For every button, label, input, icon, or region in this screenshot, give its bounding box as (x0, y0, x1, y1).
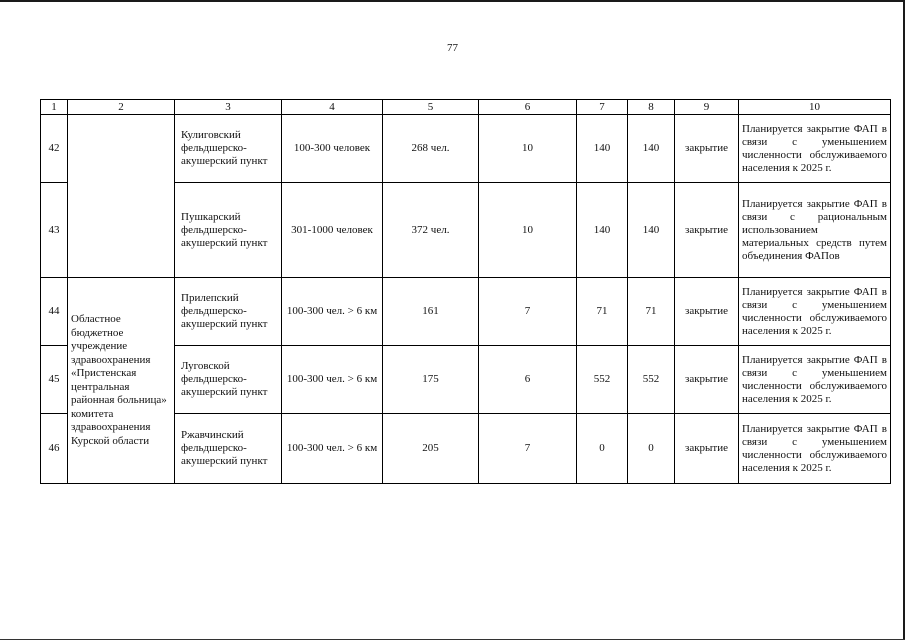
col6-value: 6 (479, 346, 577, 414)
col8-value: 140 (628, 115, 675, 183)
population-range: 301-1000 человек (282, 183, 383, 278)
row-number: 42 (41, 115, 68, 183)
table-row (41, 115, 891, 183)
facility-name: Кулиговский фельдшерско-акушерский пункт (175, 115, 282, 183)
note: Планируется закрытие ФАП в связи с уменьшением численности обслуживаемого населения к 2025 г. (739, 346, 891, 414)
col8-value: 71 (628, 278, 675, 346)
header-cell-1: 1 (41, 100, 68, 115)
note: Планируется закрытие ФАП в связи с уменьшением численности обслуживаемого населения к 2025 г. (739, 414, 891, 484)
row-number: 44 (41, 278, 68, 346)
population: 268 чел. (383, 115, 479, 183)
row-number: 45 (41, 346, 68, 414)
col8-value: 140 (628, 183, 675, 278)
col6-value: 7 (479, 278, 577, 346)
col7-value: 71 (577, 278, 628, 346)
population: 372 чел. (383, 183, 479, 278)
facility-name: Прилепский фельдшерско-акушерский пункт (175, 278, 282, 346)
action: закрытие (675, 278, 739, 346)
col6-value: 7 (479, 414, 577, 484)
action: закрытие (675, 346, 739, 414)
col8-value: 0 (628, 414, 675, 484)
population: 205 (383, 414, 479, 484)
org-cell-empty (68, 115, 175, 278)
note: Планируется закрытие ФАП в связи с уменьшением численности обслуживаемого населения к 2025 г. (739, 278, 891, 346)
header-cell-7: 7 (577, 100, 628, 115)
header-cell-6: 6 (479, 100, 577, 115)
header-cell-3: 3 (175, 100, 282, 115)
population-range: 100-300 чел. > 6 км (282, 278, 383, 346)
col6-value: 10 (479, 115, 577, 183)
population-range: 100-300 человек (282, 115, 383, 183)
col7-value: 140 (577, 183, 628, 278)
action: закрытие (675, 115, 739, 183)
organization-name: Областное бюджетное учреждение здравоохранения «Пристенская центральная районная больница» комитета здравоохранения Курской области (68, 278, 175, 484)
header-cell-9: 9 (675, 100, 739, 115)
col7-value: 0 (577, 414, 628, 484)
row-number: 43 (41, 183, 68, 278)
population: 175 (383, 346, 479, 414)
action: закрытие (675, 414, 739, 484)
population-range: 100-300 чел. > 6 км (282, 346, 383, 414)
page-number: 77 (447, 42, 458, 54)
population-range: 100-300 чел. > 6 км (282, 414, 383, 484)
header-cell-10: 10 (739, 100, 891, 115)
header-row (41, 100, 891, 115)
action: закрытие (675, 183, 739, 278)
population: 161 (383, 278, 479, 346)
col7-value: 552 (577, 346, 628, 414)
col8-value: 552 (628, 346, 675, 414)
header-cell-4: 4 (282, 100, 383, 115)
col6-value: 10 (479, 183, 577, 278)
table-row (41, 278, 891, 346)
col7-value: 140 (577, 115, 628, 183)
header-cell-5: 5 (383, 100, 479, 115)
header-cell-2: 2 (68, 100, 175, 115)
facility-name: Луговской фельдшерско-акушерский пункт (175, 346, 282, 414)
note: Планируется закрытие ФАП в связи с уменьшением численности обслуживаемого населения к 2025 г. (739, 115, 891, 183)
note: Планируется закрытие ФАП в связи с рациональным использованием материальных средств путем объединения ФАПов (739, 183, 891, 278)
scan-edge-top (0, 0, 905, 2)
facility-name: Ржавчинский фельдшерско-акушерский пункт (175, 414, 282, 484)
facilities-table (40, 99, 891, 484)
facility-name: Пушкарский фельдшерско-акушерский пункт (175, 183, 282, 278)
row-number: 46 (41, 414, 68, 484)
header-cell-8: 8 (628, 100, 675, 115)
